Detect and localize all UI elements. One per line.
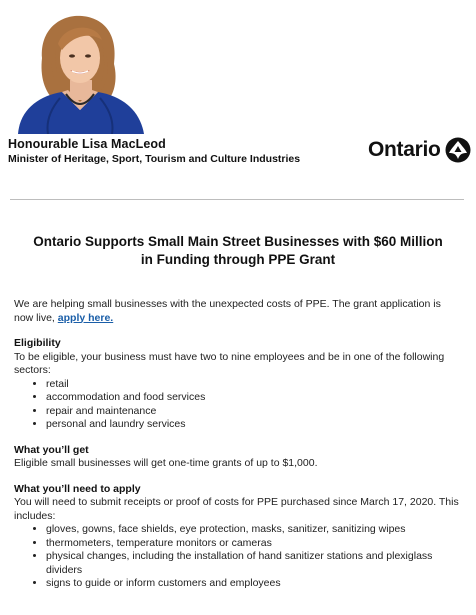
header-divider [10,199,464,200]
list-item: • retail [46,378,462,392]
what-you-get-text: Eligible small businesses will get one-time grants of up to $1,000. [14,457,318,469]
headline-line-1: Ontario Supports Small Main Street Businesses with $60 Million [33,234,443,249]
article-body [14,298,462,591]
list-item: • thermometers, temperature monitors or cameras [46,537,462,551]
list-item: • signs to guide or inform customers and employees [46,577,462,591]
what-you-need-heading: What you’ll need to apply [14,482,141,495]
headline-line-2: in Funding through PPE Grant [140,252,336,267]
ontario-logo [368,136,471,164]
logo-wordmark: Ontario [368,138,441,161]
list-item: • gloves, gowns, face shields, eye protection, masks, sanitizer, sanitizing wipes [46,523,462,537]
minister-photo [10,10,150,134]
article-headline [10,233,466,269]
newsletter-header [0,0,476,200]
list-item: • physical changes, including the installation of hand sanitizer stations and plexiglass dividers [46,550,462,577]
intro-paragraph [14,298,462,325]
what-you-get-heading: What you’ll get [14,443,89,456]
list-item: • personal and laundry services [46,418,462,432]
intro-text: We are helping small businesses with the unexpected costs of PPE. The grant application is now live, [14,298,441,324]
minister-title: Minister of Heritage, Sport, Tourism and Culture Industries [8,153,301,165]
list-item: • repair and maintenance [46,405,462,419]
trillium-icon [445,137,471,163]
apply-here-link[interactable]: apply here. [57,311,114,324]
eligibility-text: To be eligible, your business must have two to nine employees and be in one of the following sectors: [14,350,445,376]
eligibility-heading: Eligibility [14,337,61,349]
ppe-list [14,523,462,591]
list-item: • accommodation and food services [46,391,462,405]
sector-list [14,378,462,432]
what-you-need-text: You will need to submit receipts or proof of costs for PPE purchased since March 17, 2020. This includes: [14,496,459,522]
minister-name: Honourable Lisa MacLeod [8,137,166,151]
